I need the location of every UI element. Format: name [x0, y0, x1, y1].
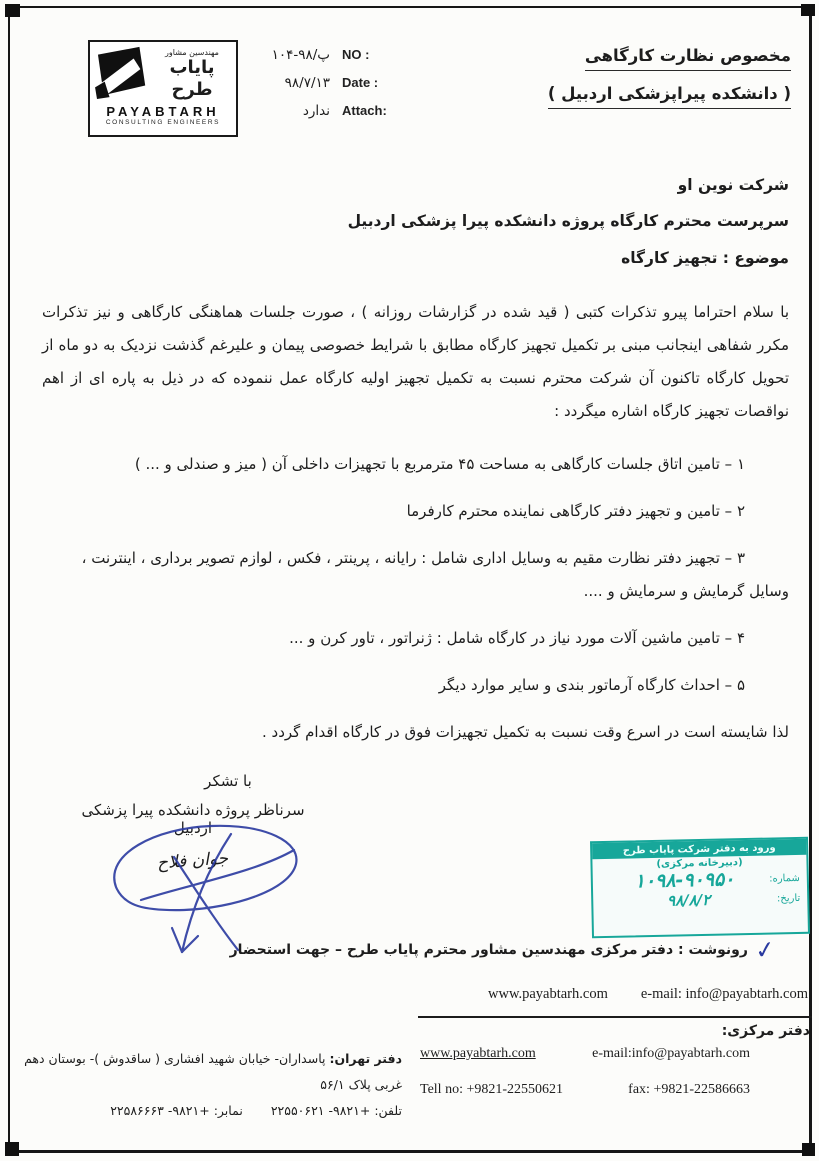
stamp-date-value: ۹۸/۸/۲ — [666, 890, 711, 910]
signature-title: سرناظر پروژه دانشکده پیرا پزشکی اردبیل — [81, 801, 305, 837]
tehran-telephone — [271, 1098, 402, 1124]
website-url: www.payabtarh.com — [488, 986, 608, 1002]
tehran-fax-number: ۲۲۵۸۶۶۶۳ -۹۸۲۱+ — [110, 1103, 210, 1118]
field-attach-value: ندارد — [302, 103, 330, 119]
field-date-value: ۹۸/۷/۱۳ — [284, 75, 330, 91]
signature-name: جوان فلاح — [156, 848, 230, 874]
tehran-fax-label: نمابر: — [213, 1103, 243, 1118]
copy-note — [229, 934, 777, 966]
tehran-address-line — [10, 1046, 402, 1098]
company-logo-box — [88, 40, 238, 137]
field-date-label: Date : — [342, 75, 379, 90]
footer-telephone: Tell no: +9821-22550621 — [420, 1082, 564, 1097]
stamp-number-value: ۱۰۹۸-۹۰۹۵۰ — [634, 868, 735, 893]
tehran-fax — [110, 1098, 243, 1124]
scan-corner-mark — [801, 4, 815, 16]
footer-tehran-office — [10, 1046, 402, 1124]
letter-body — [42, 296, 789, 749]
tehran-telephone-number: ۲۲۵۵۰۶۲۱ -۹۸۲۱+ — [270, 1103, 371, 1118]
recipient-company: شرکت نوین او — [677, 176, 789, 194]
footer-central-office — [420, 1023, 810, 1118]
footer-fax: fax: +9821-22586663 — [628, 1082, 750, 1097]
tehran-office-label: دفتر تهران: — [329, 1051, 402, 1066]
footer-divider — [418, 1016, 812, 1018]
letter-classification — [548, 46, 791, 122]
payabtarh-logo-icon — [95, 45, 153, 99]
classification-line-1: مخصوص نظارت کارگاهی — [585, 46, 791, 71]
classification-line-2: ( دانشکده پیراپزشکی اردبیل ) — [548, 84, 791, 109]
list-item: ۵ – احداث کارگاه آرماتور بندی و سایر موارد دیگر — [438, 676, 745, 694]
list-item: ۱ – تامین اتاق جلسات کارگاهی به مساحت ۴۵ مترمربع با تجهیزات داخلی آن ( میز و صندلی و ... ) — [134, 455, 745, 473]
letter-reference-fields — [246, 47, 396, 131]
closing-sentence: لذا شایسته است در اسرع وقت نسبت به تکمیل تجهیزات فوق در کارگاه اقدام گردد . — [261, 723, 789, 741]
central-office-heading: دفتر مرکزی: — [721, 1023, 810, 1039]
recipient-block — [348, 176, 789, 267]
subject-line: موضوع : تجهیز کارگاه — [621, 249, 789, 267]
logo-company-fa: پایاب طرح — [169, 57, 215, 100]
deficiency-list — [42, 448, 789, 702]
logo-company-fa-small: مهندسین مشاور — [165, 48, 219, 57]
list-item: ۴ – تامین ماشین آلات مورد نیاز در کارگاه شامل : ژنراتور ، تاور کرن و ... — [289, 629, 745, 647]
scan-corner-mark — [5, 1142, 19, 1156]
tehran-address: پاسداران- خیابان شهید افشاری ( ساقدوش )- بوستان دهم غربی پلاک ۵۶/۱ — [24, 1051, 402, 1092]
tehran-telephone-label: تلفن: — [374, 1103, 402, 1118]
signature-thanks: با تشکر — [204, 772, 252, 790]
stamp-number-label: شماره: — [769, 872, 800, 885]
copy-note-text: رونوشت : دفتر مرکزی مهندسین مشاور محترم پایاب طرح – جهت استحضار — [229, 942, 748, 958]
footer-email: e-mail:info@payabtarh.com — [592, 1046, 750, 1061]
stamp-subtitle: (دبیرخانه مرکزی) — [656, 857, 743, 870]
field-attach-label: Attach: — [342, 103, 387, 118]
scan-corner-mark — [802, 1143, 815, 1156]
scan-corner-mark — [5, 4, 20, 17]
logo-tagline-en: CONSULTING ENGINEERS — [105, 119, 221, 126]
field-attach — [246, 103, 396, 131]
list-item: ۳ – تجهیز دفتر نظارت مقیم به وسایل اداری شامل : رایانه ، پرینتر ، فکس ، لوازم تصویر برداری ، اینترنت ، وسایل گرمایش و سرمایش و .... — [81, 549, 789, 600]
logo-company-en: PAYABTARH — [106, 104, 220, 119]
field-no-label: NO : — [342, 47, 370, 62]
received-stamp — [590, 837, 810, 939]
footer-website-url: www.payabtarh.com — [420, 1046, 536, 1061]
stamp-title: ورود به دفتر شرکت پایاب طرح — [592, 839, 806, 859]
field-no-value: ۱۰۴-۹۸/پ — [271, 47, 330, 63]
checkmark-icon: ✓ — [753, 934, 777, 966]
field-date — [246, 75, 396, 103]
stamp-date-label: تاریخ: — [776, 892, 801, 904]
recipient-title: سرپرست محترم کارگاه پروژه دانشکده پیرا پزشکی اردبیل — [347, 212, 789, 230]
field-no — [246, 47, 396, 75]
intro-paragraph: با سلام احتراما پیرو تذکرات کتبی ( قید شده در گزارشات روزانه ) ، صورت جلسات هماهنگی کارگاهی و نیز تذکرات مکرر شفاهی اینجانب مبنی بر تکمیل تجهیز کارگاه مطابق با شرایط خصوصی پیمان و علیرغم گذشت نزدیک به دو ماه از تحویل کارگاه تاکنون آن شرکت محترم نسبت به تکمیل تجهیز اولیه کارگاه عمل ننموده که در ذیل به پاره ای از اهم نواقصات تجهیز کارگاه اشاره میگردد : — [42, 303, 789, 420]
tehran-phones-line — [10, 1098, 402, 1124]
email-address: e-mail: info@payabtarh.com — [640, 986, 808, 1002]
website-email-line — [488, 986, 808, 1003]
list-item: ۲ – تامین و تجهیز دفتر کارگاهی نماینده محترم کارفرما — [406, 502, 745, 520]
